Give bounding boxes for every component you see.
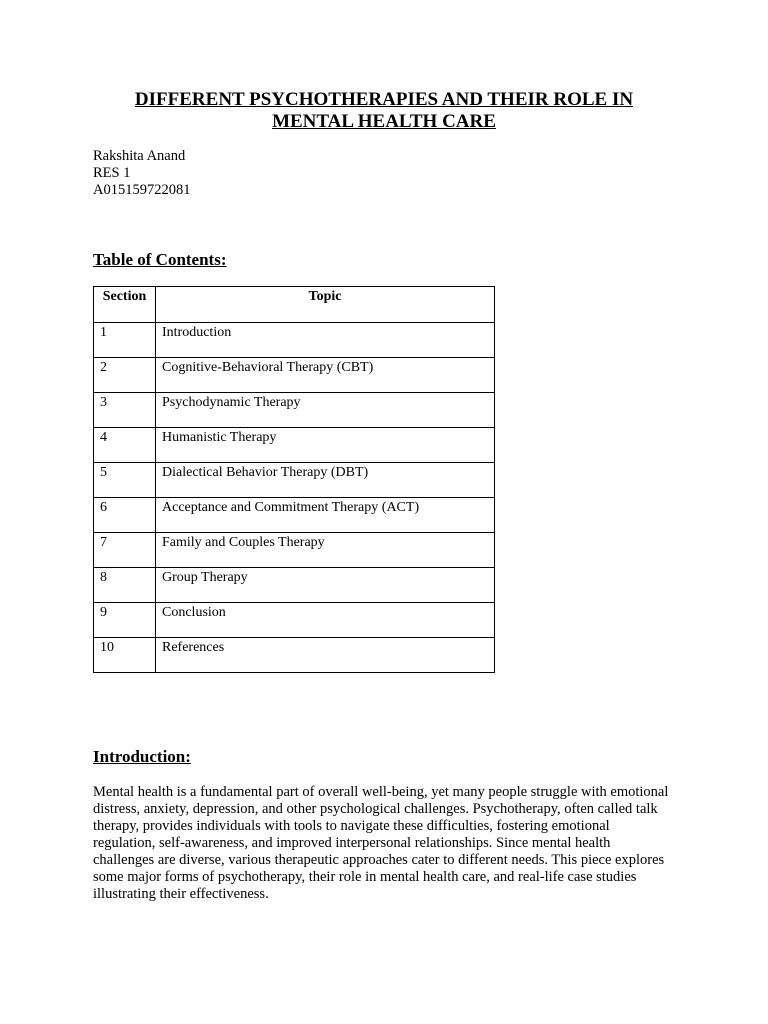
author-block: [93, 148, 190, 199]
toc-topic: Acceptance and Commitment Therapy (ACT): [156, 498, 495, 533]
toc-section-number: 3: [94, 393, 156, 428]
table-row: [94, 638, 495, 673]
table-row: [94, 568, 495, 603]
toc-section-number: 1: [94, 323, 156, 358]
toc-topic: Cognitive-Behavioral Therapy (CBT): [156, 358, 495, 393]
toc-section-number: 6: [94, 498, 156, 533]
toc-topic: Dialectical Behavior Therapy (DBT): [156, 463, 495, 498]
toc-section-number: 2: [94, 358, 156, 393]
toc-section-number: 9: [94, 603, 156, 638]
introduction-paragraph: Mental health is a fundamental part of overall well-being, yet many people struggle with emotional distress, anxiety, depression, and other psychological challenges. Psychotherapy, often called talk therapy, provides individuals with tools to navigate these difficulties, fostering emotional regulation, self-awareness, and improved interpersonal relationships. Since mental health challenges are diverse, various therapeutic approaches cater to different needs. This piece explores some major forms of psychotherapy, their role in mental health care, and real-life case studies illustrating their effectiveness.: [93, 784, 669, 902]
toc-section-number: 10: [94, 638, 156, 673]
table-row: [94, 358, 495, 393]
toc-section-number: 8: [94, 568, 156, 603]
toc-topic: Humanistic Therapy: [156, 428, 495, 463]
table-row: [94, 428, 495, 463]
toc-topic: Group Therapy: [156, 568, 495, 603]
document-title: DIFFERENT PSYCHOTHERAPIES AND THEIR ROLE IN MENTAL HEALTH CARE: [134, 89, 634, 132]
table-row: [94, 603, 495, 638]
toc-column-section: Section: [94, 287, 156, 323]
toc-heading: Table of Contents:: [93, 250, 227, 269]
toc-section-number: 5: [94, 463, 156, 498]
toc-header-row: [94, 287, 495, 323]
introduction-heading: Introduction:: [93, 747, 191, 766]
enrollment-number: A015159722081: [93, 182, 191, 198]
toc-table: [93, 286, 495, 673]
author-name: Rakshita Anand: [93, 148, 186, 164]
table-row: [94, 498, 495, 533]
toc-section-number: 7: [94, 533, 156, 568]
toc-column-topic: Topic: [156, 287, 495, 323]
toc-topic: Family and Couples Therapy: [156, 533, 495, 568]
table-row: [94, 323, 495, 358]
toc-topic: Conclusion: [156, 603, 495, 638]
toc-section-number: 4: [94, 428, 156, 463]
toc-topic: References: [156, 638, 495, 673]
toc-topic: Introduction: [156, 323, 495, 358]
table-row: [94, 533, 495, 568]
toc-topic: Psychodynamic Therapy: [156, 393, 495, 428]
table-row: [94, 393, 495, 428]
class-label: RES 1: [93, 165, 131, 181]
table-row: [94, 463, 495, 498]
